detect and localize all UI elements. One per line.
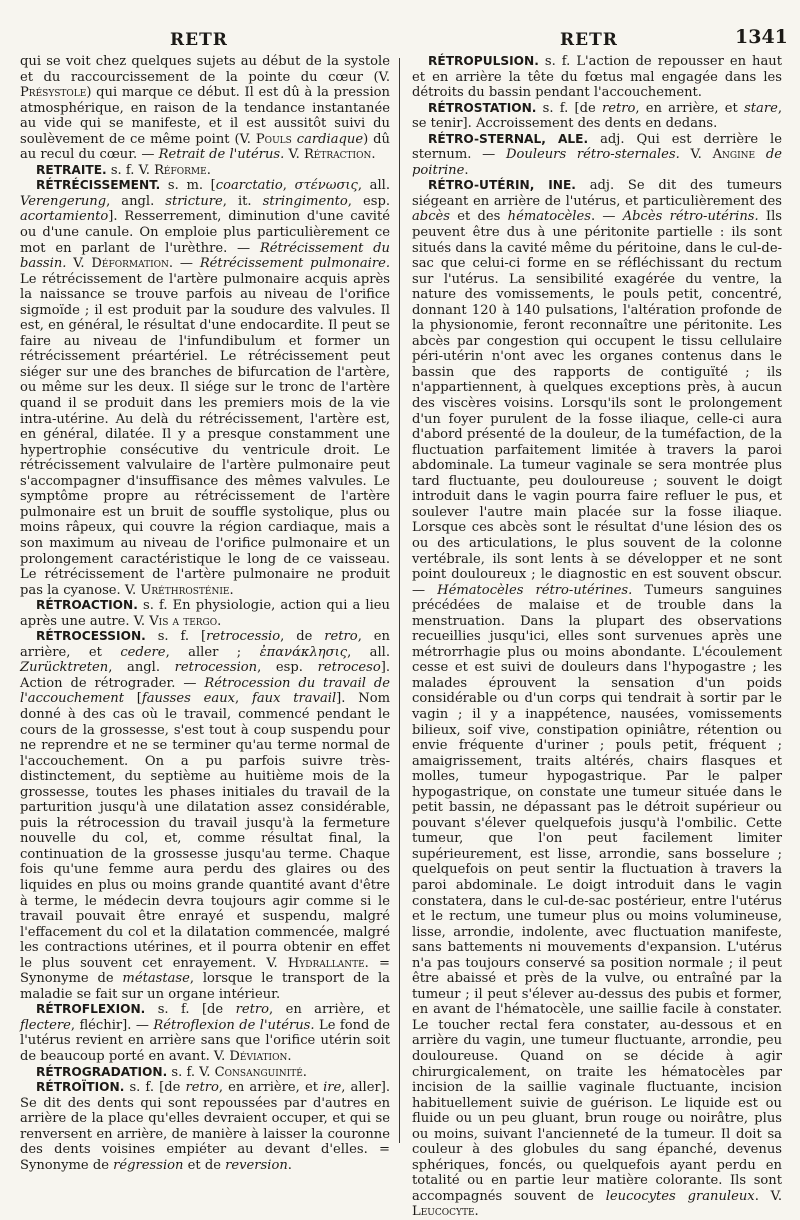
column-divider — [399, 58, 400, 1143]
continued-entry: qui se voit chez quelques sujets au début de la systole et du raccourcissement de la pointe du cœur (V. Présystole) qui marque ce début. Il est dû à la pression atmosphérique, en raison de la tendance instantanée au vide qui se manifeste, et il est aussitôt suivi du soulèvement de ce même point (V. Pouls cardiaque) dû au recul du cœur. — Retrait de l'utérus. V. Rétraction. — [20, 54, 390, 163]
left-column — [20, 54, 390, 1173]
right-column — [412, 54, 782, 1220]
left-running-title: RETR — [170, 30, 228, 50]
dictionary-entry: RÉTROGRADATION. s. f. V. Consanguinité. — [36, 1064, 307, 1080]
dictionary-entry: RÉTRO-STERNAL, ALE. adj. Qui est derrière le sternum. — Douleurs rétro-sternales. V. Angine de poitrine. — [412, 131, 782, 178]
dictionary-entry: RÉTROSTATION. s. f. [de retro, en arrière, et stare, se tenir]. Accroissement des dents en dedans. — [412, 100, 783, 132]
dictionary-entry: RÉTROPULSION. s. f. L'action de repousser en haut et en arrière la tête du fœtus mal engagée dans les détroits du bassin pendant l'accouchement. — [412, 54, 782, 101]
dictionary-entry: RÉTRÉCISSEMENT. s. m. [coarctatio, στένωσις, all. Verengerung, angl. stricture, it. stringimento, esp. acortamiento]. Resserrement, diminution d'une cavité ou d'une canule. On emploie plus particulièrement ce mot en parlant de l'urèthre. — Rétrécissement du bassin. V. Déformation. — Rétrécissement pulmonaire. Le rétrécissement de l'artère pulmonaire acquis après la naissance se trouve parfois au niveau de l'orifice sigmoïde ; il est produit par la soudure des valvules. Il est, en général, le résultat d'une endocardite. Il peut se faire au niveau de l'infundibulum et former un rétrécissement préartériel. Le rétrécissement peut siéger sur une des branches de bifurcation de l'artère, ou même sur les deux. Il siége sur le tronc de l'artère quand il se produit dans les premiers mois de la vie intra-utérine. Au delà du rétrécissement, l'artère est, en général, dilatée. Il y a presque constamment une hypertrophie consécutive du ventricule droit. Le rétrécissement valvulaire de l'artère pulmonaire peut s'accompagner d'insuffisance des mêmes valvules. Le symptôme propre au rétrécissement de l'artère pulmonaire est un bruit de souffle systolique, plus ou moins râpeux, qui couvre la région cardiaque, mais a son maximum au niveau de l'orifice pulmonaire et un prolongement caractéristique le long de ce vaisseau. Le rétrécissement de l'artère pulmonaire ne produit pas la cyanose. V. Uréthrosténie. — [20, 178, 390, 598]
dictionary-entry: RÉTROÏTION. s. f. [de retro, en arrière, et ire, aller]. Se dit des dents qui sont repoussées par d'autres en arrière de la place qu'elles devraient occuper, et qui se renversent en arrière, de manière à laisser la couronne des dents voisines empiéter au devant d'elles. = Synonyme de régression et de reversion. — [20, 1080, 391, 1173]
running-header — [0, 26, 800, 52]
dictionary-entry: RETRAITE. s. f. V. Réforme. — [36, 162, 211, 178]
page-number: 1341 — [735, 26, 788, 48]
right-running-title: RETR — [560, 30, 618, 50]
dictionary-entry: RÉTROCESSION. s. f. [retrocessio, de retro, en arrière, et cedere, aller ; ἐπανάκλησις, all. Zurücktreten, angl. retrocession, esp. retroceso]. Action de rétrograder. — Rétrocession du travail de l'accouchement [fausses eaux, faux travail]. Nom donné à des cas où le travail, commencé pendant le cours de la grossesse, s'est tout à coup suspendu pour ne reprendre et ne se terminer qu'au terme normal de l'accouchement. On a pu parfois suivre très-distinctement, du septième au huitième mois de la grossesse, toutes les phases initiales du travail de la parturition jusqu'à une dilatation assez considérable, puis la rétrocession du travail jusqu'à la fermeture nouvelle du col, et, comme résultat final, la continuation de la grossesse jusqu'au terme. Chaque fois qu'une femme aura perdu des glaires ou des liquides en plus ou moins grande quantité avant d'être à terme, le médecin devra toujours agir comme si le travail pouvait être enrayé et suspendu, malgré l'effacement du col et la dilatation commencée, malgré les contractions utérines, et il pourra obtenir en effet le plus souvent cet enrayement. V. Hydrallante. = Synonyme de métastase, lorsque le transport de la maladie se fait sur un organe intérieur. — [20, 629, 391, 1002]
dictionary-entry: RÉTROFLEXION. s. f. [de retro, en arrière, et flectere, fléchir]. — Rétroflexion de l'utérus. Le fond de l'utérus revient en arrière sans que l'orifice utérin soit de beaucoup porté en avant. V. Déviation. — [20, 1002, 391, 1064]
dictionary-entry: RÉTRO-UTÉRIN, INE. adj. Se dit des tumeurs siégeant en arrière de l'utérus, et particulièrement des abcès et des hématocèles. — Abcès rétro-utérins. Ils peuvent être dus à une péritonite partielle : ils sont situés dans la cavité même du péritoine, dans le cul-de-sac que celui-ci forme en se réfléchissant du rectum sur l'utérus. La sensibilité exagérée du ventre, la nature des vomissements, le pouls petit, concentré, donnant 120 à 140 pulsations, l'altération profonde de la physionomie, feront reconnaître une péritonite. Les abcès par congestion qui occupent le tissu cellulaire péri-utérin n'ont avec les organes contenus dans le bassin que des rapports de contiguïté ; ils n'appartiennent, à quelques exceptions près, à aucun des viscères voisins. Lorsqu'ils sont le prolongement d'un foyer purulent de la fosse iliaque, celle-ci aura d'abord présenté de la douleur, de la tuméfaction, de la fluctuation parfaitement limitée à travers la paroi abdominale. La tumeur vaginale se sera montrée plus tard fluctuante, peu douloureuse ; souvent le doigt introduit dans le vagin pourra faire refluer le pus, et soulever l'autre main placée sur la fosse iliaque. Lorsque ces abcès sont le résultat d'une lésion des os ou des articulations, le plus souvent de la colonne vertébrale, ils sont lents à se développer et ne sont point douloureux ; le diagnostic en est souvent obscur. — Hématocèles rétro-utérines. Tumeurs sanguines précédées de malaise et de trouble dans la menstruation. Dans la plupart des observations recueillies jusqu'ici, elles sont survenues après une métrorrhagie plus ou moins abondante. L'écoulement cesse et est suivi de douleurs dans l'hypogastre ; les malades éprouvent la sensation d'un poids considérable ou d'un corps qui tendrait à sortir par le vagin ; il y a inappétence, nausées, vomissements bilieux, soif vive, constipation opiniâtre, rétention ou envie fréquente d'uriner ; pouls petit, fréquent ; amaigrissement, traits altérés, chairs flasques et molles, tumeur hypogastrique. Par le palper hypogastrique, on constate une tumeur située dans le petit bassin, ne dépassant pas le détroit supérieur ou pouvant s'élever quelquefois jusqu'à l'ombilic. Cette tumeur, que l'on peut facilement limiter supérieurement, est lisse, arrondie, sans bosselure ; quelquefois on peut sentir la fluctuation à travers la paroi abdominale. Le doigt introduit dans le vagin constatera, dans le cul-de-sac postérieur, entre l'utérus et le rectum, une tumeur plus ou moins volumineuse, lisse, arrondie, indolente, avec fluctuation manifeste, sans battements ni mouvements d'expansion. L'utérus n'a pas toujours conservé sa position normale ; il peut être abaissé et près de la vulve, ou entraîné par la tumeur ; il peut s'élever au-dessus des pubis et former, en avant de l'hématocèle, une saillie facile à constater. Le toucher rectal fera constater, au-dessous et en arrière du vagin, une tumeur fluctuante, arrondie, peu douloureuse. Quand on se décide à agir chirurgicalement, on traite les hématocèles par incision de la saillie vaginale fluctuante, incision habituellement suivie de guérison. Le liquide est ou fluide ou un peu gluant, brun rouge ou noirâtre, plus ou moins, suivant l'ancienneté de la tumeur. Il doit sa couleur à des globules du sang épanché, devenus sphériques, foncés, ou quelquefois ayant perdu en totalité ou en partie leur matière colorante. Ils sont accompagnés souvent de leucocytes granuleux. V. Leucocyte. — [412, 178, 783, 1220]
dictionary-entry: RÉTROACTION. s. f. En physiologie, action qui a lieu après une autre. V. Vis a tergo. — [20, 598, 390, 629]
